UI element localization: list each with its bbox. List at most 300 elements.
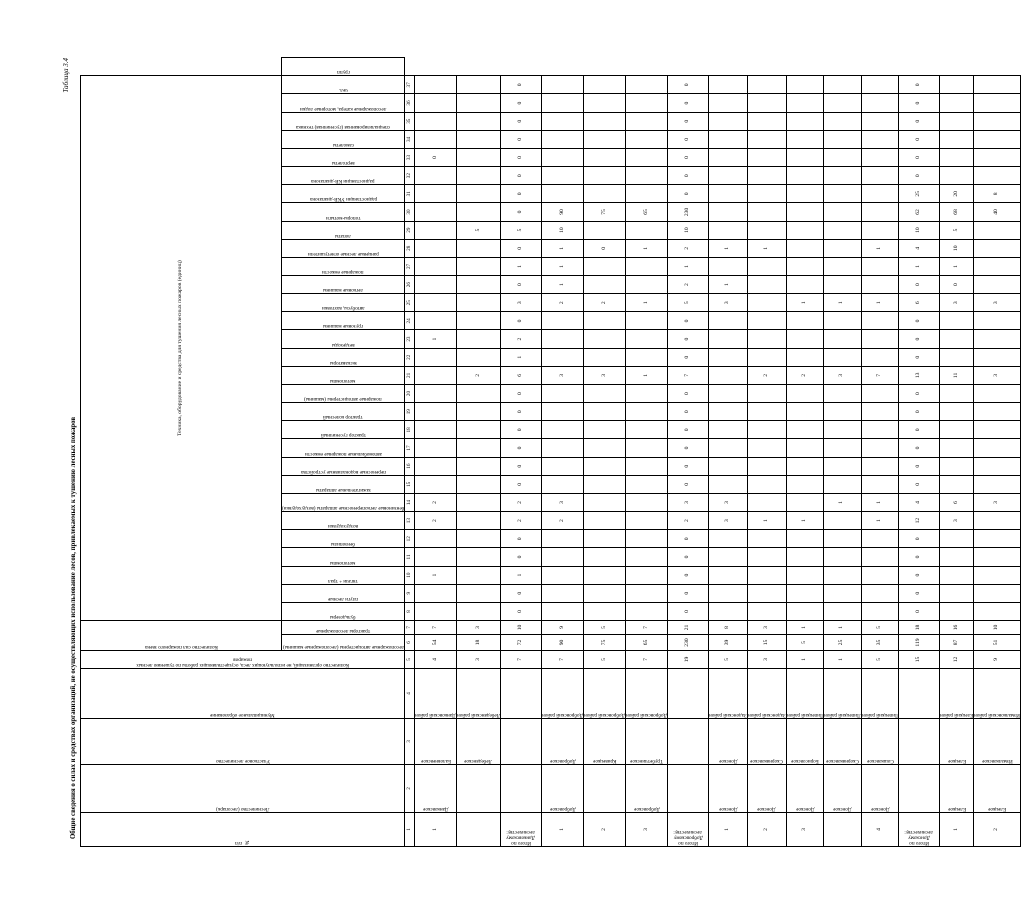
table-cell: 39: [709, 635, 748, 651]
table-cell: [626, 167, 668, 185]
column-number: 34: [405, 130, 415, 148]
table-cell: [668, 719, 709, 765]
table-cell: [709, 130, 748, 148]
table-cell: [456, 512, 500, 530]
table-cell: 25: [899, 185, 940, 203]
table-cell: [786, 167, 824, 185]
table-cell: Донское: [709, 719, 748, 765]
table-cell: [541, 403, 583, 421]
table-cell: 119: [899, 635, 940, 651]
header-tech-col: ранцевые лесные огнетушители: [282, 239, 405, 257]
table-cell: [824, 530, 862, 548]
table-cell: [456, 148, 500, 166]
table-cell: 0: [668, 584, 709, 602]
table-cell: [541, 530, 583, 548]
table-cell: [584, 130, 626, 148]
table-cell: [456, 439, 500, 457]
table-cell: [456, 602, 500, 620]
table-cell: [415, 348, 457, 366]
table-cell: 18: [456, 635, 500, 651]
table-cell: [861, 94, 899, 112]
table-cell: 1: [415, 566, 457, 584]
table-cell: [415, 94, 457, 112]
table-cell: 0: [584, 239, 626, 257]
table-cell: [824, 148, 862, 166]
table-cell: 1: [709, 813, 748, 847]
header-tech-col: переносные водоналивные устройства: [282, 457, 405, 475]
table-cell: Донское: [824, 765, 862, 813]
table-cell: [974, 112, 1021, 130]
table-cell: 0: [500, 475, 541, 493]
header-tech-col: легковые машины: [282, 276, 405, 294]
table-cell: [709, 203, 748, 221]
column-number: 12: [405, 530, 415, 548]
table-cell: [584, 167, 626, 185]
table-cell: [584, 112, 626, 130]
table-cell: [626, 475, 668, 493]
table-cell: [415, 584, 457, 602]
table-cell: [974, 384, 1021, 402]
header-municipality: Муниципальное образование: [81, 669, 405, 719]
table-cell: [541, 330, 583, 348]
table-cell: 0: [668, 421, 709, 439]
table-cell: [541, 185, 583, 203]
table-cell: 3: [709, 294, 748, 312]
table-cell: [709, 330, 748, 348]
table-cell: [940, 439, 974, 457]
header-people: чел.: [282, 76, 405, 94]
column-number: 11: [405, 548, 415, 566]
table-cell: 3: [824, 366, 862, 384]
header-tech-col: вертолеты: [282, 148, 405, 166]
table-cell: [940, 148, 974, 166]
column-number: 33: [405, 148, 415, 166]
table-cell: [747, 257, 786, 275]
table-cell: [415, 185, 457, 203]
table-cell: [709, 530, 748, 548]
column-number: 29: [405, 221, 415, 239]
table-cell: Елецкий район: [940, 669, 974, 719]
table-cell: Добровское: [541, 719, 583, 765]
table-cell: 5: [668, 294, 709, 312]
table-cell: [584, 602, 626, 620]
table-cell: 0: [500, 602, 541, 620]
table-cell: 0: [668, 185, 709, 203]
table-cell: [584, 566, 626, 584]
table-cell: [584, 457, 626, 475]
column-number: 30: [405, 203, 415, 221]
table-cell: [861, 330, 899, 348]
table-cell: [786, 584, 824, 602]
total-row: [500, 58, 541, 847]
column-number: 28: [405, 239, 415, 257]
table-cell: [974, 512, 1021, 530]
table-cell: [541, 112, 583, 130]
table-cell: 1: [786, 620, 824, 634]
table-cell: [824, 257, 862, 275]
table-cell: [456, 257, 500, 275]
table-cell: 0: [668, 167, 709, 185]
column-number: 36: [405, 94, 415, 112]
table-cell: [709, 312, 748, 330]
table-row: [541, 58, 583, 847]
table-cell: [584, 439, 626, 457]
table-cell: 0: [899, 330, 940, 348]
column-number: 8: [405, 602, 415, 620]
table-cell: 4: [899, 239, 940, 257]
table-cell: 0: [899, 312, 940, 330]
table-cell: [415, 76, 457, 94]
column-number: 5: [405, 651, 415, 669]
table-cell: Сошковское: [861, 719, 899, 765]
table-cell: [786, 384, 824, 402]
table-cell: [861, 602, 899, 620]
table-cell: [974, 548, 1021, 566]
table-number: Таблица 3.4: [62, 58, 70, 93]
table-cell: 6: [899, 294, 940, 312]
table-cell: 0: [899, 94, 940, 112]
table-cell: 1: [824, 620, 862, 634]
table-cell: [709, 421, 748, 439]
table-cell: [584, 421, 626, 439]
table-cell: 3: [940, 512, 974, 530]
table-cell: 1: [861, 512, 899, 530]
table-cell: [786, 493, 824, 511]
table-cell: [456, 566, 500, 584]
table-cell: [861, 221, 899, 239]
table-cell: Измалковский район: [974, 669, 1021, 719]
table-cell: 19: [668, 651, 709, 669]
table-cell: [456, 239, 500, 257]
table-cell: 0: [500, 457, 541, 475]
table-cell: 54: [415, 635, 457, 651]
header-tech-col: бензопилы: [282, 530, 405, 548]
table-cell: [747, 348, 786, 366]
table-cell: [824, 566, 862, 584]
table-cell: 0: [415, 148, 457, 166]
column-number: 24: [405, 312, 415, 330]
table-cell: [786, 348, 824, 366]
table-cell: [747, 384, 786, 402]
table-cell: [786, 239, 824, 257]
table-cell: 1: [626, 366, 668, 384]
table-cell: [940, 566, 974, 584]
table-cell: 5: [861, 651, 899, 669]
table-cell: 0: [899, 421, 940, 439]
table-cell: Липецкий район: [861, 669, 899, 719]
table-cell: 0: [500, 384, 541, 402]
table-cell: [709, 403, 748, 421]
forest-fire-resources-table: [80, 57, 1021, 847]
table-cell: [668, 765, 709, 813]
table-cell: 1: [626, 239, 668, 257]
table-cell: [584, 312, 626, 330]
table-cell: 2: [415, 512, 457, 530]
table-cell: 10: [899, 221, 940, 239]
table-cell: 2: [415, 493, 457, 511]
table-cell: 0: [899, 276, 940, 294]
table-cell: [940, 421, 974, 439]
table-cell: [747, 203, 786, 221]
table-cell: 8: [709, 620, 748, 634]
table-cell: 0: [668, 548, 709, 566]
table-row: [415, 58, 457, 847]
table-cell: [861, 384, 899, 402]
table-cell: [415, 276, 457, 294]
table-cell: [456, 457, 500, 475]
table-cell: [974, 475, 1021, 493]
table-cell: [940, 457, 974, 475]
table-cell: [456, 76, 500, 94]
table-cell: Добровский район: [626, 669, 668, 719]
table-cell: [974, 130, 1021, 148]
column-number: 10: [405, 566, 415, 584]
table-cell: [861, 548, 899, 566]
table-cell: Липецкий район: [824, 669, 862, 719]
header-district-forestry: Участковое лесничество: [81, 719, 405, 765]
table-cell: 1: [824, 294, 862, 312]
table-cell: [786, 203, 824, 221]
table-cell: 10: [500, 620, 541, 634]
table-cell: [940, 130, 974, 148]
table-cell: 2: [786, 366, 824, 384]
table-cell: [786, 312, 824, 330]
table-cell: 0: [899, 439, 940, 457]
table-cell: 75: [584, 203, 626, 221]
table-cell: [747, 439, 786, 457]
table-cell: [626, 512, 668, 530]
table-cell: 3: [500, 294, 541, 312]
table-cell: Добровский район: [584, 669, 626, 719]
table-cell: 5: [940, 221, 974, 239]
table-cell: 2: [541, 512, 583, 530]
table-cell: Донское: [747, 765, 786, 813]
table-cell: [584, 276, 626, 294]
table-cell: [824, 584, 862, 602]
table-cell: 1: [786, 512, 824, 530]
column-number: 7: [405, 620, 415, 634]
table-cell: [626, 439, 668, 457]
table-cell: 2: [668, 276, 709, 294]
table-cell: [747, 148, 786, 166]
table-cell: 0: [899, 148, 940, 166]
table-cell: 0: [899, 475, 940, 493]
table-cell: Данковское: [415, 765, 457, 813]
table-cell: [456, 276, 500, 294]
table-cell: [709, 366, 748, 384]
table-cell: [974, 239, 1021, 257]
table-cell: 0: [500, 239, 541, 257]
column-number: 26: [405, 276, 415, 294]
table-cell: 0: [500, 185, 541, 203]
table-cell: 1: [500, 257, 541, 275]
table-cell: [940, 94, 974, 112]
table-cell: 68: [940, 203, 974, 221]
table-cell: 4: [415, 651, 457, 669]
header-tech-col: тягачи + трал: [282, 566, 405, 584]
column-number: 22: [405, 348, 415, 366]
header-forestry: Лесничество (лесопарк): [81, 765, 405, 813]
table-cell: 0: [668, 566, 709, 584]
table-cell: [709, 439, 748, 457]
table-cell: [626, 421, 668, 439]
table-cell: [861, 76, 899, 94]
table-cell: 0: [668, 530, 709, 548]
table-cell: 3: [456, 620, 500, 634]
table-cell: [626, 584, 668, 602]
table-cell: [626, 185, 668, 203]
table-cell: [415, 602, 457, 620]
table-cell: 1: [940, 257, 974, 275]
table-cell: [940, 584, 974, 602]
table-cell: [824, 421, 862, 439]
table-cell: [709, 185, 748, 203]
table-cell: [626, 221, 668, 239]
table-cell: [861, 167, 899, 185]
table-cell: [626, 530, 668, 548]
table-cell: 10: [940, 239, 974, 257]
table-row: [861, 58, 899, 847]
table-cell: [940, 76, 974, 94]
table-cell: 1: [541, 276, 583, 294]
table-cell: Кривецкое: [584, 719, 626, 765]
table-cell: [974, 148, 1021, 166]
table-cell: 1: [747, 512, 786, 530]
table-cell: Липецкий район: [786, 669, 824, 719]
table-cell: [861, 439, 899, 457]
table-cell: 2: [668, 239, 709, 257]
table-row: [974, 58, 1021, 847]
table-cell: 1: [747, 239, 786, 257]
table-cell: 2: [584, 813, 626, 847]
table-cell: 3: [668, 493, 709, 511]
table-cell: [786, 148, 824, 166]
table-cell: 0: [500, 76, 541, 94]
table-cell: 3: [541, 366, 583, 384]
table-cell: [974, 602, 1021, 620]
table-cell: [747, 493, 786, 511]
table-cell: [415, 257, 457, 275]
table-cell: [541, 167, 583, 185]
table-cell: [786, 548, 824, 566]
table-cell: [940, 384, 974, 402]
table-cell: [824, 602, 862, 620]
table-cell: Добровский район: [541, 669, 583, 719]
table-cell: 0: [668, 475, 709, 493]
table-cell: 0: [899, 584, 940, 602]
table-cell: [899, 765, 940, 813]
table-cell: [861, 584, 899, 602]
table-cell: 7: [861, 366, 899, 384]
table-cell: [541, 548, 583, 566]
table-cell: 2: [456, 366, 500, 384]
table-cell: [584, 475, 626, 493]
table-cell: Скорняковское: [824, 719, 862, 765]
table-cell: 0: [500, 548, 541, 566]
table-cell: [709, 148, 748, 166]
table-cell: [584, 548, 626, 566]
table-cell: [626, 148, 668, 166]
table-cell: [861, 312, 899, 330]
table-cell: 0: [668, 148, 709, 166]
column-number: 37: [405, 76, 415, 94]
table-cell: [747, 130, 786, 148]
header-org-count: Количество организаций, не использующих леса, осуществляющих работы по тушению лесных пожаров: [81, 651, 405, 669]
table-cell: [584, 493, 626, 511]
table-cell: [824, 239, 862, 257]
table-cell: [541, 475, 583, 493]
table-cell: [824, 185, 862, 203]
table-cell: Баловневское: [415, 719, 457, 765]
table-cell: 0: [668, 457, 709, 475]
header-tech-col: мотопомпы: [282, 366, 405, 384]
header-tech-col: самолеты: [282, 130, 405, 148]
header-tech-col: лопаты: [282, 221, 405, 239]
table-cell: 13: [899, 366, 940, 384]
table-cell: [786, 439, 824, 457]
table-cell: 72: [500, 635, 541, 651]
table-cell: Донское: [786, 765, 824, 813]
table-cell: [709, 602, 748, 620]
table-cell: [786, 602, 824, 620]
table-cell: [786, 94, 824, 112]
table-cell: [747, 221, 786, 239]
table-cell: [584, 221, 626, 239]
table-cell: 7: [668, 366, 709, 384]
table-cell: 20: [940, 185, 974, 203]
table-cell: [415, 312, 457, 330]
header-num: № п/п: [81, 813, 405, 847]
table-cell: 87: [940, 635, 974, 651]
table-cell: [415, 548, 457, 566]
table-cell: [584, 257, 626, 275]
table-cell: [415, 439, 457, 457]
table-cell: 1: [786, 651, 824, 669]
table-cell: [899, 669, 940, 719]
table-cell: [584, 76, 626, 94]
table-cell: Итого по Донскому лесничеству:: [899, 813, 940, 847]
table-cell: [709, 348, 748, 366]
table-cell: 2: [747, 813, 786, 847]
table-cell: [668, 669, 709, 719]
table-cell: [709, 257, 748, 275]
header-groups: групп: [282, 58, 405, 76]
table-row: [786, 58, 824, 847]
table-cell: 2: [500, 493, 541, 511]
table-row: [456, 58, 500, 847]
table-cell: [786, 330, 824, 348]
table-cell: 21: [668, 620, 709, 634]
column-number: 4: [405, 669, 415, 719]
table-cell: [786, 530, 824, 548]
table-cell: 2: [584, 294, 626, 312]
table-cell: 0: [500, 439, 541, 457]
table-cell: [584, 530, 626, 548]
table-cell: 230: [668, 635, 709, 651]
header-tech-col: воздуходувки: [282, 512, 405, 530]
table-cell: [861, 112, 899, 130]
table-cell: [584, 185, 626, 203]
table-cell: [861, 566, 899, 584]
table-cell: 90: [541, 203, 583, 221]
table-cell: 3: [541, 493, 583, 511]
table-cell: 0: [668, 76, 709, 94]
table-cell: [456, 765, 500, 813]
table-cell: 7: [626, 620, 668, 634]
header-tech-col: топоры-мотыги: [282, 203, 405, 221]
table-cell: 0: [500, 530, 541, 548]
table-cell: [824, 221, 862, 239]
